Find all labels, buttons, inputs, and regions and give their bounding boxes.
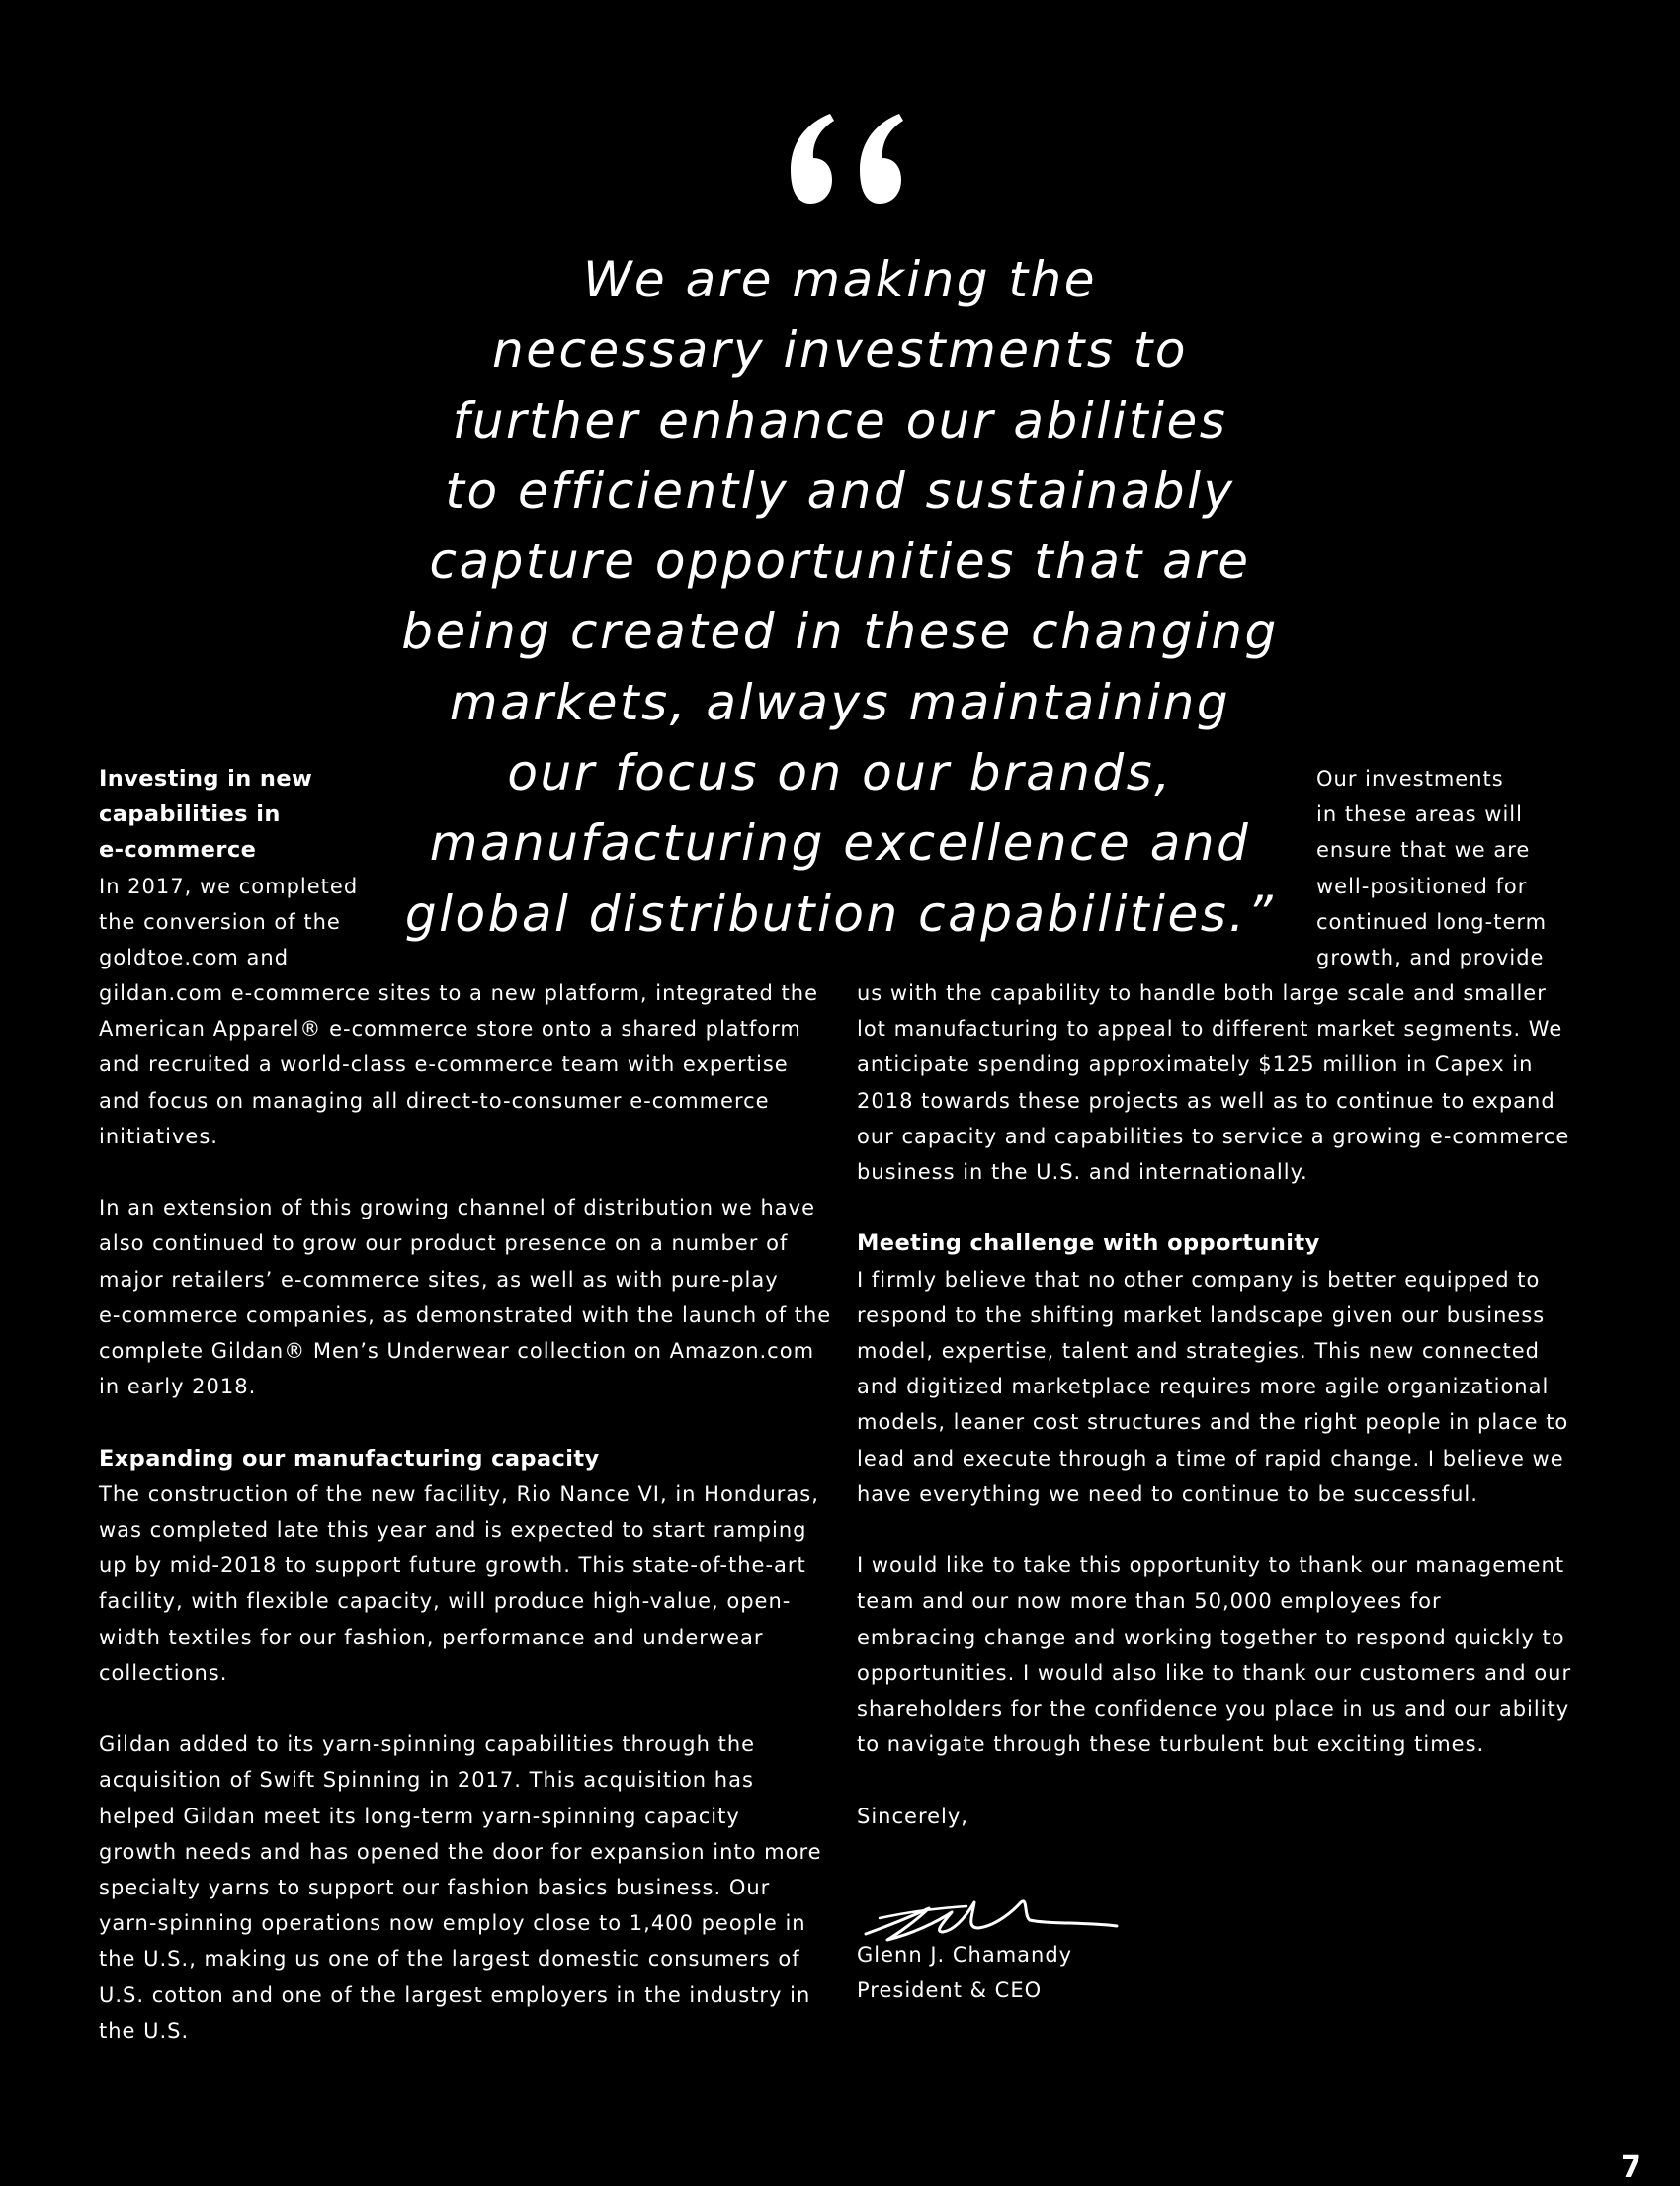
body-line: Gildan added to its yarn-spinning capabilities through the [99, 1732, 756, 1757]
body-line: yarn-spinning operations now employ close to 1,400 people in [99, 1911, 806, 1936]
body-line: I firmly believe that no other company is better equipped to [857, 1267, 1541, 1292]
body-line: also continued to grow our product presence on a number of [99, 1231, 789, 1256]
body-line: respond to the shifting market landscape given our business [857, 1303, 1546, 1327]
body-line: goldtoe.com and [99, 946, 290, 970]
body-line: gildan.com e-commerce sites to a new platform, integrated the [99, 981, 819, 1005]
pull-quote-line: our focus on our brands, [507, 744, 1173, 802]
body-line: team and our now more than 50,000 employees for [857, 1589, 1442, 1614]
body-line: American Apparel® e-commerce store onto a shared platform [99, 1017, 801, 1042]
body-line: to navigate through these turbulent but exciting times. [857, 1732, 1485, 1757]
body-line: anticipate spending approximately $125 million in Capex in [857, 1052, 1534, 1077]
pull-quote-line: manufacturing excellence and [429, 814, 1251, 873]
body-line: In an extension of this growing channel of distribution we have [99, 1196, 816, 1220]
body-line: ensure that we are [1316, 838, 1531, 863]
pull-quote-line: necessary investments to [492, 321, 1188, 379]
body-line: embracing change and working together to respond quickly to [857, 1625, 1565, 1649]
section-heading: capabilities in [99, 801, 281, 828]
body-line: e-commerce companies, as demonstrated with the launch of the [99, 1303, 832, 1327]
body-line: shareholders for the confidence you place in us and our ability [857, 1697, 1570, 1722]
section-heading: Investing in new [99, 766, 313, 792]
body-line: business in the U.S. and internationally. [857, 1160, 1308, 1185]
body-line: lot manufacturing to appeal to different market segments. We [857, 1017, 1563, 1042]
open-quote-icon [761, 109, 919, 227]
investments-section-start [1316, 761, 1547, 975]
body-line: major retailers’ e-commerce sites, as well as with pure-play [99, 1267, 779, 1292]
body-line: the conversion of the [99, 909, 341, 934]
section-heading: e-commerce [99, 837, 257, 864]
pull-quote-line: to efficiently and sustainably [445, 462, 1235, 520]
ecommerce-section-start [99, 761, 358, 975]
body-line: growth needs and has opened the door for expansion into more [99, 1839, 822, 1864]
pull-quote-line: further enhance our abilities [452, 391, 1228, 450]
body-line: I would like to take this opportunity to thank our management [857, 1554, 1565, 1578]
pull-quote-line: markets, always maintaining [449, 673, 1231, 731]
signer-name: Glenn J. Chamandy [857, 1943, 1073, 1967]
body-line: models, leaner cost structures and the right people in place to [857, 1410, 1569, 1435]
body-line: In 2017, we completed [99, 874, 359, 898]
body-line: initiatives. [99, 1124, 218, 1148]
body-line: Our investments [1316, 767, 1504, 791]
signer-block [857, 1937, 1072, 2008]
body-line: model, expertise, talent and strategies. This new connected [857, 1339, 1540, 1364]
body-line: opportunities. I would also like to thank our customers and our [857, 1660, 1572, 1685]
section-heading: Expanding our manufacturing capacity [99, 1445, 600, 1471]
body-line: the U.S., making us one of the largest domestic consumers of [99, 1947, 800, 1972]
body-line: growth, and provide [1316, 946, 1545, 970]
pull-quote-line: global distribution capabilities.” [404, 884, 1276, 943]
body-line: helped Gildan meet its long-term yarn-spinning capacity [99, 1804, 740, 1828]
closing-salutation: Sincerely, [857, 1804, 968, 1828]
body-line: width textiles for our fashion, performance and underwear [99, 1625, 764, 1649]
pull-quote-line: capture opportunities that are [429, 533, 1251, 591]
body-line: have everything we need to continue to be successful. [857, 1481, 1478, 1506]
signer-title: President & CEO [857, 1978, 1043, 2003]
body-line: the U.S. [99, 2018, 190, 2043]
body-line: well-positioned for [1316, 874, 1528, 898]
body-line: was completed late this year and is expected to start ramping [99, 1518, 807, 1543]
body-line: in early 2018. [99, 1375, 257, 1399]
body-line: our capacity and capabilities to service a growing e-commerce [857, 1124, 1570, 1148]
body-line: U.S. cotton and one of the largest employers in the industry in [99, 1982, 811, 2007]
pull-quote-line: being created in these changing [401, 603, 1279, 661]
body-line: facility, with flexible capacity, will produce high-value, open- [99, 1589, 792, 1614]
body-line: acquisition of Swift Spinning in 2017. This acquisition has [99, 1768, 754, 1793]
left-column-body [99, 975, 831, 2049]
page-number: 7 [1621, 2150, 1641, 2185]
pull-quote-line: We are making the [582, 251, 1097, 308]
body-line: complete Gildan® Men’s Underwear collection on Amazon.com [99, 1339, 815, 1364]
body-line: and digitized marketplace requires more agile organizational [857, 1375, 1550, 1399]
body-line: specialty yarns to support our fashion basics business. Our [99, 1876, 771, 1900]
body-line: 2018 towards these projects as well as to continue to expand [857, 1088, 1555, 1113]
body-line: lead and execute through a time of rapid change. I believe we [857, 1446, 1564, 1471]
section-heading: Meeting challenge with opportunity [857, 1230, 1320, 1257]
body-line: collections. [99, 1660, 228, 1685]
right-column-body [857, 975, 1571, 1834]
body-line: up by mid-2018 to support future growth. This state-of-the-art [99, 1554, 806, 1578]
body-line: in these areas will [1316, 802, 1523, 827]
body-line: us with the capability to handle both large scale and smaller [857, 981, 1547, 1005]
body-line: and recruited a world-class e-commerce team with expertise [99, 1052, 789, 1077]
body-line: and focus on managing all direct-to-consumer e-commerce [99, 1088, 770, 1113]
body-line: The construction of the new facility, Rio Nance VI, in Honduras, [99, 1481, 819, 1506]
pull-quote [376, 245, 1304, 950]
body-line: continued long-term [1316, 909, 1548, 934]
